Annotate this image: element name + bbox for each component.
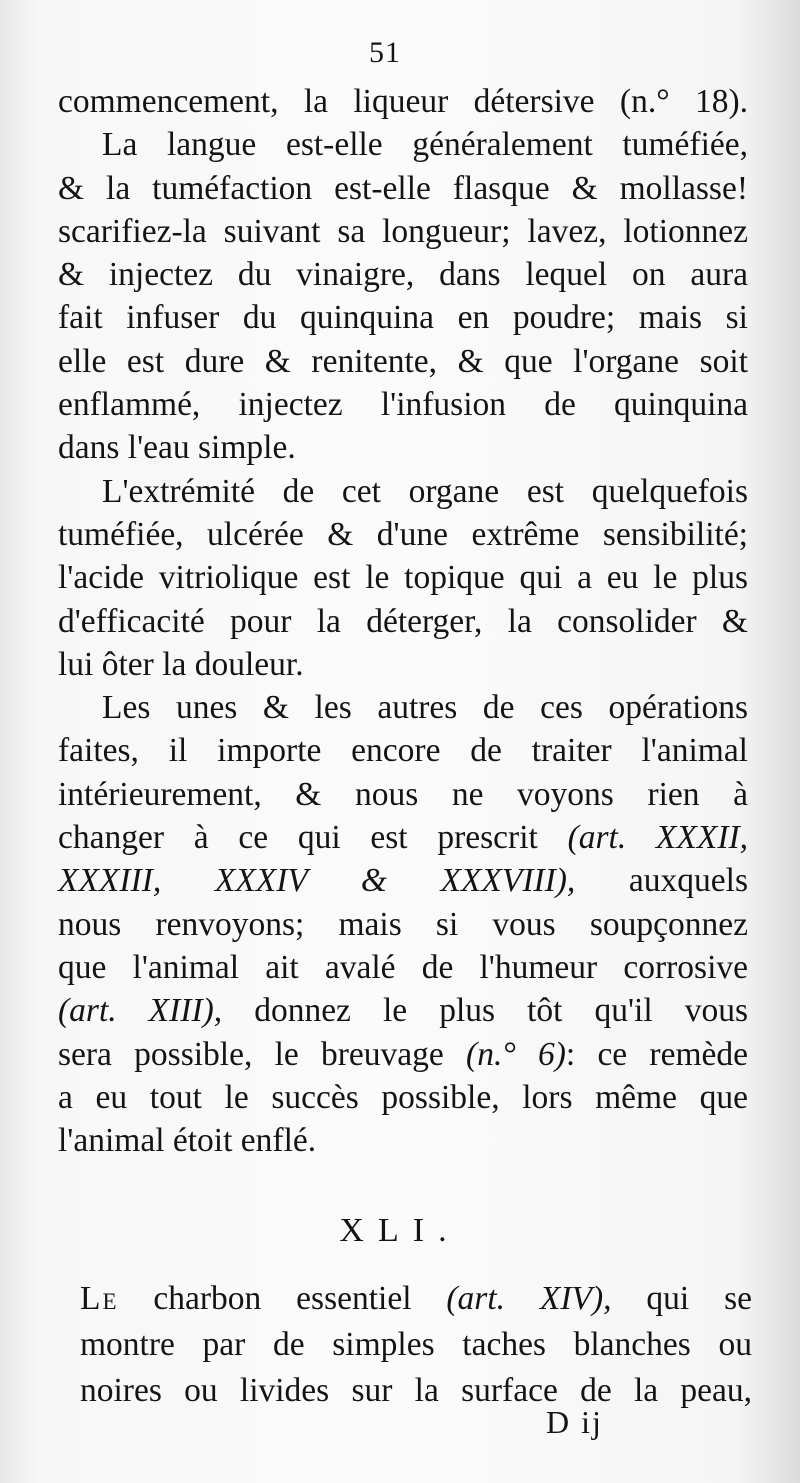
recipe-reference: (n.° 6) — [466, 1035, 566, 1073]
line-text: faites, il importe encore de traiter l'animal — [58, 732, 748, 770]
text-line — [58, 1033, 748, 1076]
line-text: & injectez du vinaigre, dans lequel on aura — [58, 256, 748, 294]
line-text: changer à ce qui est prescrit — [58, 819, 568, 857]
text-line — [80, 1322, 752, 1368]
line-text: l'acide vitriolique est le topique qui a eu le plus — [58, 559, 748, 597]
text-line — [58, 989, 748, 1032]
line-text: montre par de simples taches blanches ou — [80, 1326, 752, 1363]
line-text: dans l'eau simple. — [58, 429, 296, 467]
line-text: La langue est-elle généralement tuméfiée, — [102, 126, 748, 164]
text-line — [58, 1076, 748, 1119]
text-line — [58, 296, 748, 339]
line-text: sera possible, le breuvage — [58, 1035, 467, 1073]
text-line — [58, 1119, 748, 1162]
paragraph-line — [58, 470, 748, 513]
signature-mark: D ij — [546, 1404, 603, 1440]
text-line — [58, 600, 748, 643]
line-text: scarifiez-la suivant sa longueur; lavez, lotionnez — [58, 212, 748, 250]
line-text: elle est dure & renitente, & que l'organe soit — [58, 342, 748, 380]
section-text — [80, 1276, 752, 1414]
text-line — [58, 816, 748, 859]
text-line — [58, 167, 748, 210]
line-text: commencement, la liqueur détersive (n.° 18). — [58, 83, 748, 120]
article-reference: (art. XXXII, — [567, 819, 749, 857]
text-line — [58, 383, 748, 426]
line-text: donnez le plus tôt qu'il vous — [222, 992, 748, 1030]
line-text: a eu tout le succès possible, lors même que — [58, 1078, 748, 1116]
text-line — [58, 253, 748, 296]
text-line — [58, 773, 748, 816]
text-line — [58, 426, 748, 469]
article-reference: (art. XIV), — [446, 1280, 612, 1317]
line-text: & la tuméfaction est-elle flasque & mollasse! — [58, 169, 748, 207]
line-text: auxquels — [575, 862, 748, 900]
text-line — [58, 859, 748, 902]
line-text: fait infuser du quinquina en poudre; mais si — [58, 299, 748, 337]
text-line — [58, 903, 748, 946]
line-text: qui se — [611, 1280, 752, 1317]
article-reference: (art. XIII), — [58, 992, 223, 1030]
line-text: d'efficacité pour la déterger, la consolider & — [58, 602, 748, 640]
page-number: 51 — [369, 36, 401, 69]
line-text: L'extrémité de cet organe est quelquefois — [102, 472, 748, 510]
line-text: tuméfiée, ulcérée & d'une extrême sensibilité; — [58, 515, 748, 553]
text-line — [58, 643, 748, 686]
article-reference: XXXIII, XXXIV & XXXVIII), — [58, 862, 576, 900]
line-text: intérieurement, & nous ne voyons rien à — [58, 775, 748, 813]
section-heading: XLI. — [339, 1212, 461, 1249]
line-text: noires ou livides sur la surface de la peau, — [80, 1372, 752, 1409]
line-text: enflammé, injectez l'infusion de quinquina — [58, 386, 748, 424]
line-text: que l'animal ait avalé de l'humeur corrosive — [58, 948, 748, 986]
line-text: : ce remède — [565, 1035, 748, 1073]
line-text: l'animal étoit enflé. — [58, 1122, 317, 1160]
line-text: charbon essentiel — [118, 1280, 447, 1317]
opening-word: Le — [80, 1280, 119, 1317]
text-line — [58, 340, 748, 383]
text-line — [58, 946, 748, 989]
text-line — [80, 1368, 752, 1414]
text-line — [58, 210, 748, 253]
line-text: lui ôter la douleur. — [58, 645, 304, 683]
text-line — [58, 556, 748, 599]
text-line — [80, 1276, 752, 1322]
paragraph-line — [58, 123, 748, 166]
body-text — [58, 80, 748, 1162]
text-line — [58, 80, 748, 123]
line-text: Les unes & les autres de ces opérations — [102, 689, 748, 727]
text-line — [58, 513, 748, 556]
line-text: nous renvoyons; mais si vous soupçonnez — [58, 905, 748, 943]
paragraph-line — [58, 686, 748, 729]
text-line — [58, 729, 748, 772]
